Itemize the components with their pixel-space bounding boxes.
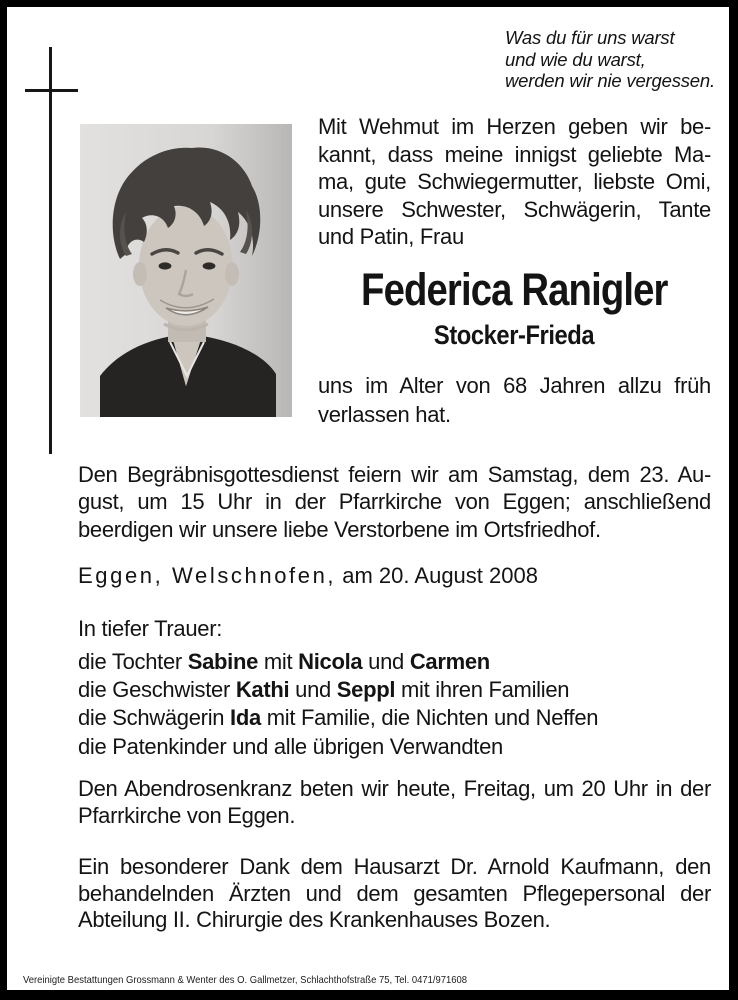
mourning-heading: In tiefer Trauer: bbox=[78, 616, 223, 641]
mourner-line: die Geschwister Kathi und Seppl mit ihren Familien bbox=[78, 677, 570, 703]
deceased-alias-block bbox=[318, 320, 711, 351]
mourners-list bbox=[78, 648, 711, 761]
passing-line: uns im Alter von 68 Jahren allzu früh bbox=[318, 373, 711, 398]
deceased-name: Federica Ranigler bbox=[361, 264, 668, 315]
deceased-alias: Stocker-Frieda bbox=[434, 320, 595, 350]
undertaker-footer: Vereinigte Bestattungen Grossmann & Wenter des O. Gallmetzer, Schlachthofstraße 75, Tel. 0471/971608 bbox=[23, 974, 468, 986]
mourner-line: die Schwägerin Ida mit Familie, die Nichten und Neffen bbox=[78, 705, 599, 731]
rosary-line: Pfarrkirche von Eggen. bbox=[78, 803, 296, 829]
rosary-paragraph bbox=[78, 775, 711, 830]
mourner-line: die Tochter Sabine mit Nicola und Carmen bbox=[78, 649, 490, 674]
verse-line: und wie du warst, bbox=[505, 48, 646, 70]
funeral-line: beerdigen wir unsere liebe Verstorbene im Ortsfriedhof. bbox=[78, 516, 601, 542]
rosary-line: Den Abendrosenkranz beten wir heute, Freitag, um 20 Uhr in der bbox=[78, 776, 711, 801]
verse-line: werden wir nie vergessen. bbox=[505, 70, 715, 91]
passing-paragraph bbox=[318, 371, 711, 429]
portrait-photo bbox=[80, 124, 292, 417]
deceased-name-block bbox=[318, 264, 711, 316]
intro-paragraph bbox=[318, 113, 711, 251]
thanks-paragraph bbox=[78, 854, 711, 934]
funeral-line: Den Begräbnisgottesdienst feiern wir am Samstag, dem 23. Au- bbox=[78, 462, 711, 487]
funeral-paragraph bbox=[78, 461, 711, 543]
passing-line: verlassen hat. bbox=[318, 402, 451, 427]
memorial-cross-bar-icon bbox=[25, 89, 78, 92]
dateline-place: Eggen, Welschnofen, bbox=[78, 563, 337, 588]
thanks-line: Ein besonderer Dank dem Hausarzt Dr. Arnold Kaufmann, den bbox=[78, 854, 711, 879]
intro-line: ma, gute Schwiegermutter, liebste Omi, bbox=[318, 169, 711, 194]
intro-line: kannt, dass meine innigst geliebte Ma- bbox=[318, 141, 711, 167]
funeral-line: gust, um 15 Uhr in der Pfarrkirche von Eggen; anschließend bbox=[78, 489, 711, 515]
dateline bbox=[78, 563, 711, 589]
verse-line: Was du für uns warst bbox=[505, 27, 675, 48]
intro-line: unsere Schwester, Schwägerin, Tante bbox=[318, 196, 711, 222]
intro-line: und Patin, Frau bbox=[318, 224, 464, 249]
thanks-line: behandelnden Ärzten und dem gesamten Pflegepersonal der bbox=[78, 880, 711, 906]
memorial-verse bbox=[505, 27, 720, 92]
intro-line: Mit Wehmut im Herzen geben wir be- bbox=[318, 114, 711, 139]
thanks-line: Abteilung II. Chirurgie des Krankenhauses Bozen. bbox=[78, 907, 551, 933]
portrait-illustration bbox=[80, 124, 292, 417]
dateline-date: am 20. August 2008 bbox=[336, 563, 538, 588]
mourner-line: die Patenkinder und alle übrigen Verwandten bbox=[78, 733, 503, 759]
memorial-cross-icon bbox=[49, 47, 52, 454]
